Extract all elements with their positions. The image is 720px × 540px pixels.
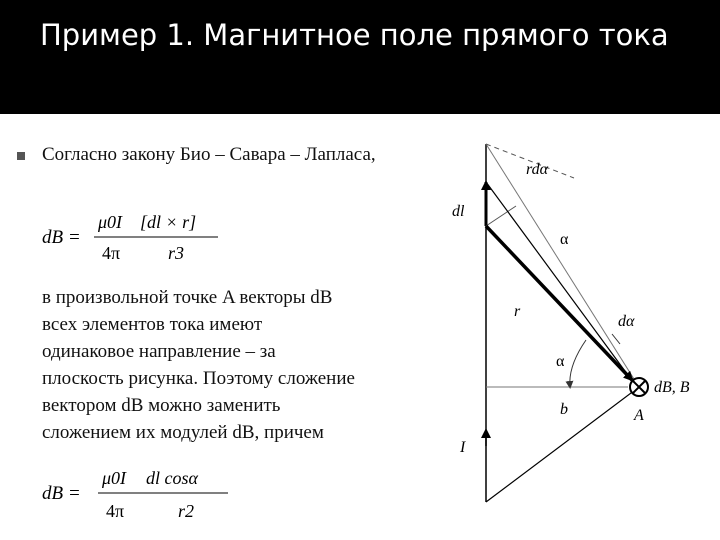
r-plus-dr-line [486, 182, 633, 382]
formula1-r3: r3 [168, 243, 185, 263]
explanation-line-6: сложением их модулей dB, причем [42, 422, 324, 443]
slide-title: Пример 1. Магнитное поле прямого тока [40, 18, 669, 52]
formula2-4pi: 4π [106, 501, 125, 521]
label-r: r [514, 303, 521, 320]
explanation-line-5: вектором dB можно заменить [42, 395, 281, 416]
biot-savart-diagram [440, 130, 716, 510]
label-alpha-mid: α [556, 353, 565, 370]
explanation-text [42, 284, 452, 446]
alpha-angle-arc [570, 340, 586, 387]
label-dalpha: dα [618, 313, 635, 330]
explanation-line-4: плоскость рисунка. Поэтому сложение [42, 368, 355, 389]
formula2-dlcos: dl cosα [146, 468, 198, 488]
formula1-mu0I: μ0I [98, 212, 123, 232]
intro-text: Согласно закону Био – Савара – Лапласа, [42, 144, 376, 165]
label-dl: dl [452, 203, 465, 220]
label-I: I [460, 439, 466, 456]
dalpha-arrow [612, 334, 620, 344]
formula2-lhs: dB = [42, 483, 81, 504]
explanation-line-1: в произвольной точке A векторы dB [42, 287, 333, 308]
label-A: A [634, 407, 644, 424]
formula1-cross: [dl × r] [140, 212, 197, 232]
bullet-marker [17, 152, 25, 160]
label-rdalpha: rdα [526, 161, 549, 178]
explanation-line-3: одинаковое направление – за [42, 341, 276, 362]
formula2-mu0I: μ0I [102, 468, 127, 488]
formula1-4pi: 4π [102, 243, 121, 263]
formula-scalar-sum [42, 462, 242, 528]
explanation-line-2: всех элементов тока имеют [42, 314, 263, 335]
formula-biot-savart-vector [42, 206, 232, 268]
label-alpha-top: α [560, 231, 569, 248]
label-b: b [560, 401, 568, 418]
formula1-lhs: dB = [42, 227, 81, 248]
formula2-r2: r2 [178, 501, 195, 521]
line-top-to-A [486, 144, 639, 387]
label-dB: dB, B [654, 379, 690, 396]
